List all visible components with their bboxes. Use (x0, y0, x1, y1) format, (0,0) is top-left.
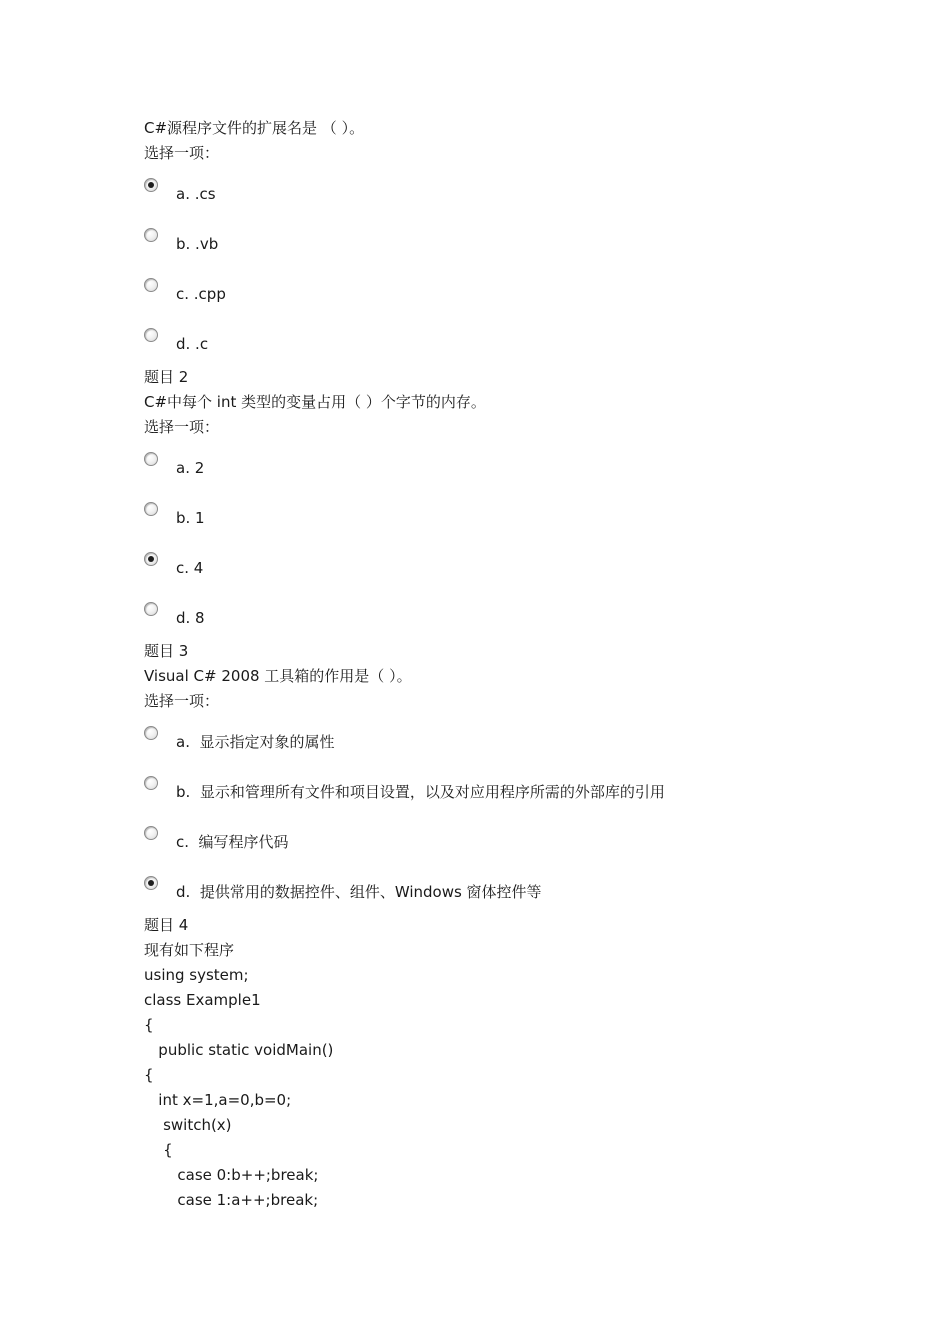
code-line: { (144, 1066, 154, 1084)
option-label: c. 编写程序代码 (176, 833, 289, 851)
question-3-stem: Visual C# 2008 工具箱的作用是（ ）。 (144, 667, 412, 685)
option-label: c. .cpp (176, 285, 226, 303)
question-4-title: 题目 4 (144, 916, 189, 934)
code-line: case 1:a++;break; (144, 1191, 319, 1209)
radio-selected-dot (148, 880, 154, 886)
radio-button-icon[interactable] (144, 776, 158, 790)
radio-button-icon[interactable] (144, 876, 158, 890)
radio-selected-dot (148, 182, 154, 188)
question-2-title: 题目 2 (144, 368, 189, 386)
option-label: d. 提供常用的数据控件、组件、Windows 窗体控件等 (176, 883, 542, 901)
question-3-prompt: 选择一项： (144, 692, 220, 710)
question-1-option-b[interactable] (144, 228, 844, 268)
radio-button-icon[interactable] (144, 502, 158, 516)
question-2-prompt: 选择一项： (144, 418, 220, 436)
radio-button-icon[interactable] (144, 602, 158, 616)
radio-button-icon[interactable] (144, 278, 158, 292)
code-line: { (144, 1141, 173, 1159)
code-line: case 0:b++;break; (144, 1166, 319, 1184)
question-3-option-b[interactable] (144, 776, 844, 816)
question-2-option-c[interactable] (144, 552, 844, 592)
question-3-option-a[interactable] (144, 726, 844, 766)
question-4-stem: 现有如下程序 (144, 941, 235, 959)
question-2-option-a[interactable] (144, 452, 844, 492)
question-2-option-d[interactable] (144, 602, 844, 642)
code-line: int x=1,a=0,b=0; (144, 1091, 292, 1109)
option-label: c. 4 (176, 559, 204, 577)
question-1-option-d[interactable] (144, 328, 844, 368)
question-1-stem: C#源程序文件的扩展名是 （ ）。 (144, 119, 365, 137)
option-label: a. 显示指定对象的属性 (176, 733, 335, 751)
radio-button-icon[interactable] (144, 826, 158, 840)
option-label: d. .c (176, 335, 209, 353)
option-label: b. 显示和管理所有文件和项目设置，以及对应用程序所需的外部库的引用 (176, 783, 665, 801)
option-label: a. .cs (176, 185, 216, 203)
question-2-stem: C#中每个 int 类型的变量占用（ ）个字节的内存。 (144, 393, 486, 411)
question-1-option-c[interactable] (144, 278, 844, 318)
question-3-option-d[interactable] (144, 876, 844, 916)
radio-button-icon[interactable] (144, 178, 158, 192)
radio-button-icon[interactable] (144, 452, 158, 466)
question-2-option-b[interactable] (144, 502, 844, 542)
code-line: class Example1 (144, 991, 261, 1009)
radio-button-icon[interactable] (144, 228, 158, 242)
radio-selected-dot (148, 556, 154, 562)
radio-button-icon[interactable] (144, 726, 158, 740)
question-3-option-c[interactable] (144, 826, 844, 866)
question-3-title: 题目 3 (144, 642, 189, 660)
option-label: b. .vb (176, 235, 219, 253)
code-line: { (144, 1016, 154, 1034)
radio-button-icon[interactable] (144, 328, 158, 342)
code-line: using system; (144, 966, 249, 984)
option-label: d. 8 (176, 609, 205, 627)
code-line: switch(x) (144, 1116, 232, 1134)
question-1-option-a[interactable] (144, 178, 844, 218)
question-1-prompt: 选择一项： (144, 144, 220, 162)
radio-button-icon[interactable] (144, 552, 158, 566)
code-line: public static voidMain() (144, 1041, 334, 1059)
option-label: a. 2 (176, 459, 205, 477)
option-label: b. 1 (176, 509, 205, 527)
